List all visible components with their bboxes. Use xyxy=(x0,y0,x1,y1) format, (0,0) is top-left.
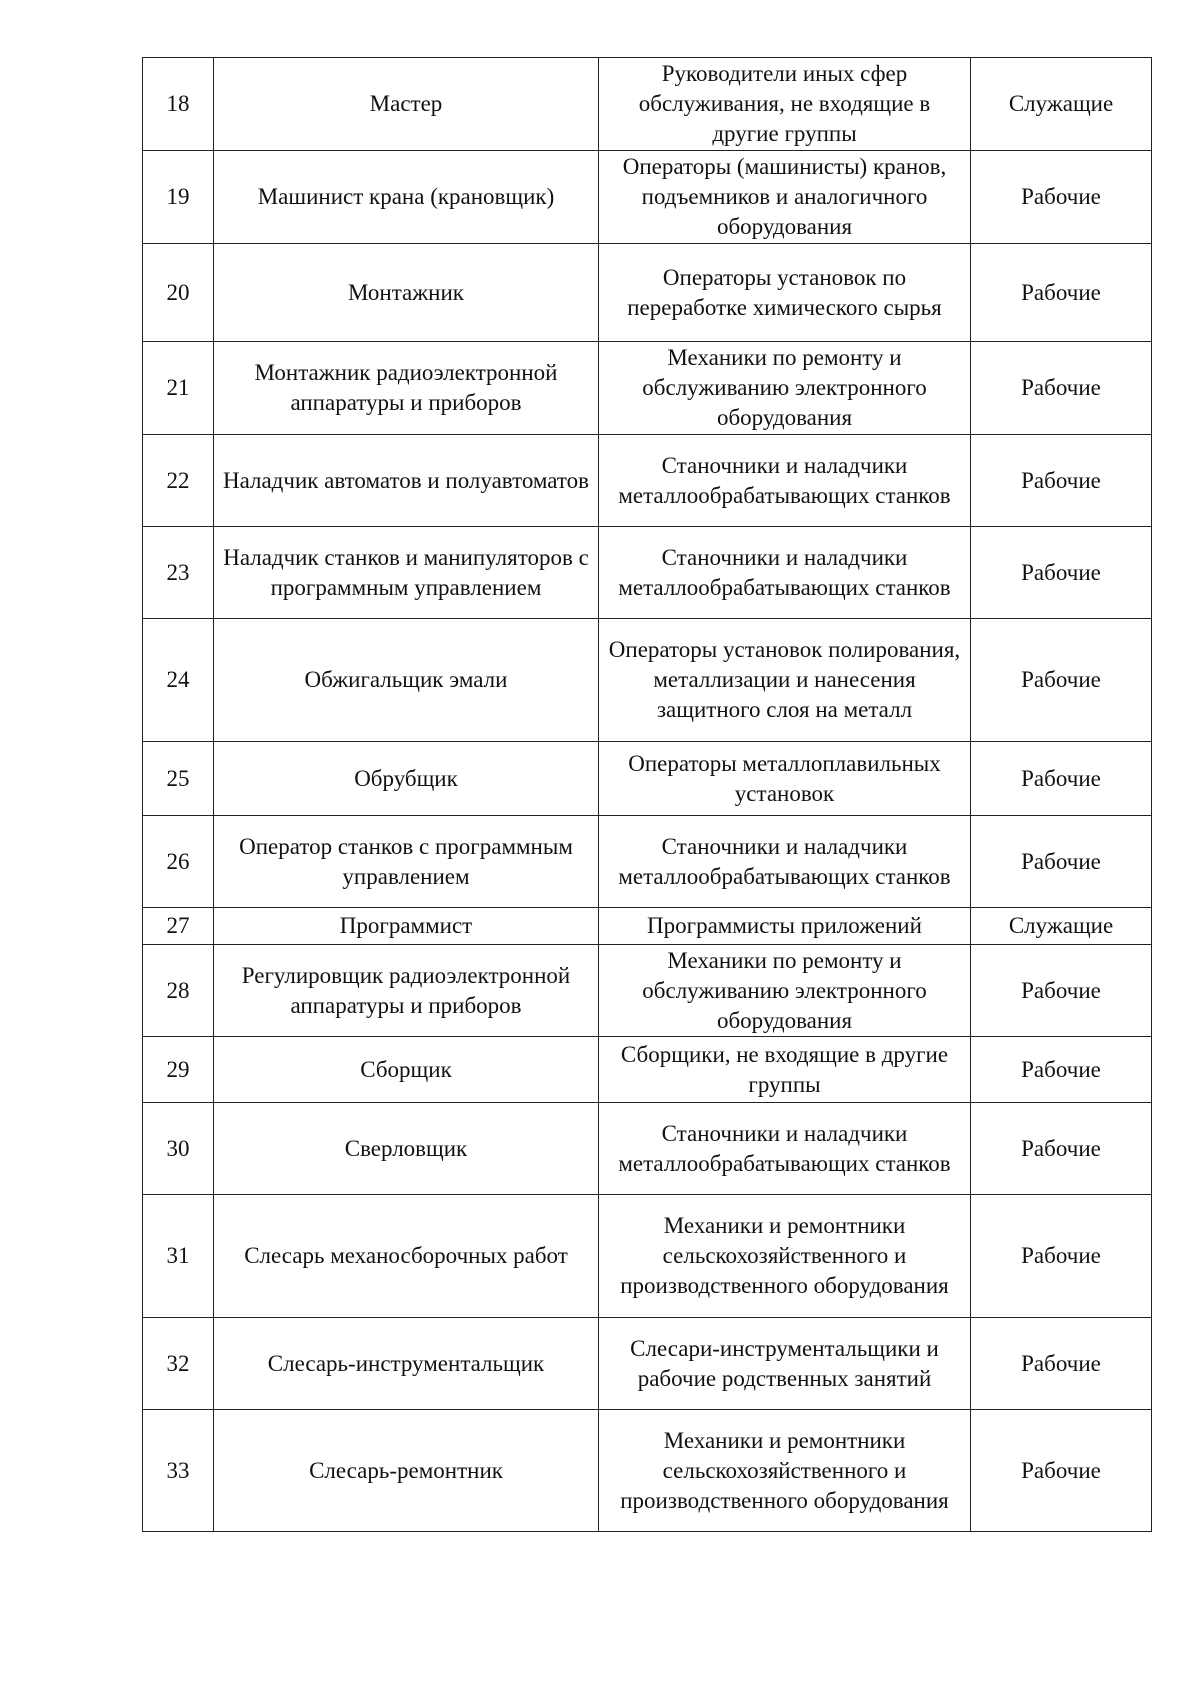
occupations-table xyxy=(142,57,1152,1532)
occupation-group-cell: Механики по ремонту и обслуживанию электронного оборудования xyxy=(599,342,971,435)
profession-cell: Сборщик xyxy=(214,1037,599,1103)
table-row xyxy=(143,1195,1152,1318)
category-cell: Рабочие xyxy=(971,435,1152,527)
category-cell: Рабочие xyxy=(971,1195,1152,1318)
occupation-group-cell: Слесари-инструментальщики и рабочие родственных занятий xyxy=(599,1318,971,1410)
table-row xyxy=(143,1410,1152,1532)
row-number: 27 xyxy=(143,908,214,945)
row-number: 31 xyxy=(143,1195,214,1318)
category-cell: Служащие xyxy=(971,58,1152,151)
row-number: 32 xyxy=(143,1318,214,1410)
profession-cell: Слесарь-ремонтник xyxy=(214,1410,599,1532)
profession-cell: Программист xyxy=(214,908,599,945)
occupation-group-cell: Механики и ремонтники сельскохозяйственного и производственного оборудования xyxy=(599,1410,971,1532)
row-number: 23 xyxy=(143,527,214,619)
table-row xyxy=(143,58,1152,151)
table-row xyxy=(143,945,1152,1037)
profession-cell: Обрубщик xyxy=(214,742,599,816)
profession-cell: Мастер xyxy=(214,58,599,151)
occupation-group-cell: Программисты приложений xyxy=(599,908,971,945)
table-row xyxy=(143,816,1152,908)
category-cell: Рабочие xyxy=(971,742,1152,816)
occupation-group-cell: Станочники и наладчики металлообрабатывающих станков xyxy=(599,527,971,619)
table-row xyxy=(143,1103,1152,1195)
profession-cell: Сверловщик xyxy=(214,1103,599,1195)
row-number: 22 xyxy=(143,435,214,527)
category-cell: Рабочие xyxy=(971,816,1152,908)
category-cell: Рабочие xyxy=(971,151,1152,244)
category-cell: Служащие xyxy=(971,908,1152,945)
profession-cell: Наладчик автоматов и полуавтоматов xyxy=(214,435,599,527)
row-number: 19 xyxy=(143,151,214,244)
table-row xyxy=(143,151,1152,244)
category-cell: Рабочие xyxy=(971,619,1152,742)
table-row xyxy=(143,435,1152,527)
row-number: 29 xyxy=(143,1037,214,1103)
occupation-group-cell: Станочники и наладчики металлообрабатывающих станков xyxy=(599,435,971,527)
table-row xyxy=(143,527,1152,619)
occupation-group-cell: Механики и ремонтники сельскохозяйственного и производственного оборудования xyxy=(599,1195,971,1318)
row-number: 30 xyxy=(143,1103,214,1195)
occupation-group-cell: Станочники и наладчики металлообрабатывающих станков xyxy=(599,1103,971,1195)
profession-cell: Монтажник xyxy=(214,244,599,342)
occupations-table-body xyxy=(143,58,1152,1532)
table-row xyxy=(143,619,1152,742)
table-row xyxy=(143,244,1152,342)
row-number: 33 xyxy=(143,1410,214,1532)
profession-cell: Оператор станков с программным управлением xyxy=(214,816,599,908)
row-number: 24 xyxy=(143,619,214,742)
table-row xyxy=(143,908,1152,945)
table-row xyxy=(143,1318,1152,1410)
row-number: 26 xyxy=(143,816,214,908)
category-cell: Рабочие xyxy=(971,244,1152,342)
category-cell: Рабочие xyxy=(971,1410,1152,1532)
occupation-group-cell: Руководители иных сфер обслуживания, не входящие в другие группы xyxy=(599,58,971,151)
row-number: 28 xyxy=(143,945,214,1037)
category-cell: Рабочие xyxy=(971,1318,1152,1410)
category-cell: Рабочие xyxy=(971,342,1152,435)
occupation-group-cell: Станочники и наладчики металлообрабатывающих станков xyxy=(599,816,971,908)
occupation-group-cell: Операторы (машинисты) кранов, подъемников и аналогичного оборудования xyxy=(599,151,971,244)
occupation-group-cell: Операторы металлоплавильных установок xyxy=(599,742,971,816)
occupation-group-cell: Механики по ремонту и обслуживанию электронного оборудования xyxy=(599,945,971,1037)
table-row xyxy=(143,1037,1152,1103)
profession-cell: Монтажник радиоэлектронной аппаратуры и приборов xyxy=(214,342,599,435)
row-number: 21 xyxy=(143,342,214,435)
row-number: 25 xyxy=(143,742,214,816)
category-cell: Рабочие xyxy=(971,1037,1152,1103)
profession-cell: Регулировщик радиоэлектронной аппаратуры и приборов xyxy=(214,945,599,1037)
category-cell: Рабочие xyxy=(971,527,1152,619)
profession-cell: Обжигальщик эмали xyxy=(214,619,599,742)
occupation-group-cell: Сборщики, не входящие в другие группы xyxy=(599,1037,971,1103)
row-number: 18 xyxy=(143,58,214,151)
profession-cell: Слесарь механосборочных работ xyxy=(214,1195,599,1318)
category-cell: Рабочие xyxy=(971,945,1152,1037)
profession-cell: Слесарь-инструментальщик xyxy=(214,1318,599,1410)
profession-cell: Машинист крана (крановщик) xyxy=(214,151,599,244)
table-row xyxy=(143,342,1152,435)
occupation-group-cell: Операторы установок по переработке химического сырья xyxy=(599,244,971,342)
row-number: 20 xyxy=(143,244,214,342)
occupation-group-cell: Операторы установок полирования, металлизации и нанесения защитного слоя на металл xyxy=(599,619,971,742)
profession-cell: Наладчик станков и манипуляторов с программным управлением xyxy=(214,527,599,619)
category-cell: Рабочие xyxy=(971,1103,1152,1195)
table-row xyxy=(143,742,1152,816)
